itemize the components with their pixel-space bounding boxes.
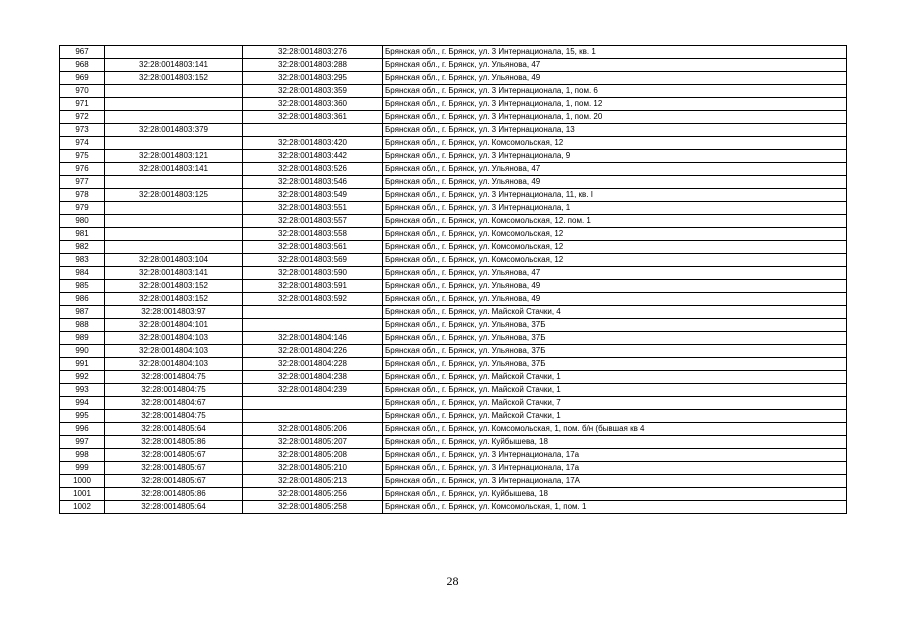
row-number-cell: 977 xyxy=(60,176,105,189)
object-cadastral-number-cell: 32:28:0014803:420 xyxy=(243,137,383,150)
row-number-cell: 978 xyxy=(60,189,105,202)
table-row xyxy=(60,176,847,189)
object-cadastral-number-cell: 32:28:0014803:557 xyxy=(243,215,383,228)
cadastral-number-cell xyxy=(105,137,243,150)
cadastral-number-cell: 32:28:0014805:64 xyxy=(105,423,243,436)
object-cadastral-number-cell xyxy=(243,410,383,423)
cadastral-number-cell xyxy=(105,98,243,111)
cadastral-number-cell: 32:28:0014805:67 xyxy=(105,475,243,488)
row-number-cell: 972 xyxy=(60,111,105,124)
row-number-cell: 995 xyxy=(60,410,105,423)
row-number-cell: 992 xyxy=(60,371,105,384)
cadastral-number-cell: 32:28:0014805:67 xyxy=(105,462,243,475)
address-cell: Брянская обл., г. Брянск, ул. Ульянова, 47 xyxy=(383,163,847,176)
object-cadastral-number-cell: 32:28:0014803:295 xyxy=(243,72,383,85)
address-cell: Брянская обл., г. Брянск, ул. Ульянова, 49 xyxy=(383,293,847,306)
row-number-cell: 1002 xyxy=(60,501,105,514)
cadastral-number-cell: 32:28:0014803:141 xyxy=(105,163,243,176)
address-cell: Брянская обл., г. Брянск, ул. Комсомольская, 12. пом. 1 xyxy=(383,215,847,228)
object-cadastral-number-cell: 32:28:0014804:239 xyxy=(243,384,383,397)
object-cadastral-number-cell: 32:28:0014803:561 xyxy=(243,241,383,254)
address-cell: Брянская обл., г. Брянск, ул. Ульянова, 37Б xyxy=(383,332,847,345)
object-cadastral-number-cell: 32:28:0014805:206 xyxy=(243,423,383,436)
table-row xyxy=(60,410,847,423)
address-cell: Брянская обл., г. Брянск, ул. 3 Интернационала, 17а xyxy=(383,449,847,462)
row-number-cell: 968 xyxy=(60,59,105,72)
object-cadastral-number-cell: 32:28:0014805:213 xyxy=(243,475,383,488)
cadastral-number-cell: 32:28:0014804:75 xyxy=(105,410,243,423)
table-row xyxy=(60,475,847,488)
object-cadastral-number-cell: 32:28:0014804:238 xyxy=(243,371,383,384)
table-row xyxy=(60,254,847,267)
object-cadastral-number-cell: 32:28:0014803:590 xyxy=(243,267,383,280)
cadastral-number-cell: 32:28:0014803:379 xyxy=(105,124,243,137)
row-number-cell: 979 xyxy=(60,202,105,215)
row-number-cell: 985 xyxy=(60,280,105,293)
table-row xyxy=(60,267,847,280)
object-cadastral-number-cell: 32:28:0014803:558 xyxy=(243,228,383,241)
address-cell: Брянская обл., г. Брянск, ул. 3 Интернационала, 1, пом. 20 xyxy=(383,111,847,124)
object-cadastral-number-cell: 32:28:0014803:569 xyxy=(243,254,383,267)
object-cadastral-number-cell: 32:28:0014803:276 xyxy=(243,46,383,59)
table-row xyxy=(60,72,847,85)
table-row xyxy=(60,124,847,137)
address-cell: Брянская обл., г. Брянск, ул. 3 Интернационала, 13 xyxy=(383,124,847,137)
row-number-cell: 996 xyxy=(60,423,105,436)
cadastral-number-cell: 32:28:0014804:101 xyxy=(105,319,243,332)
table-row xyxy=(60,332,847,345)
object-cadastral-number-cell: 32:28:0014805:208 xyxy=(243,449,383,462)
table-row xyxy=(60,384,847,397)
cadastral-number-cell xyxy=(105,85,243,98)
address-cell: Брянская обл., г. Брянск, ул. 3 Интернационала, 9 xyxy=(383,150,847,163)
row-number-cell: 993 xyxy=(60,384,105,397)
object-cadastral-number-cell: 32:28:0014803:360 xyxy=(243,98,383,111)
address-cell: Брянская обл., г. Брянск, ул. Майской Стачки, 4 xyxy=(383,306,847,319)
cadastral-number-cell: 32:28:0014805:86 xyxy=(105,436,243,449)
address-cell: Брянская обл., г. Брянск, ул. 3 Интернационала, 1, пом. 6 xyxy=(383,85,847,98)
row-number-cell: 1001 xyxy=(60,488,105,501)
object-cadastral-number-cell xyxy=(243,397,383,410)
row-number-cell: 994 xyxy=(60,397,105,410)
cadastral-number-cell: 32:28:0014805:67 xyxy=(105,449,243,462)
object-cadastral-number-cell: 32:28:0014804:228 xyxy=(243,358,383,371)
row-number-cell: 969 xyxy=(60,72,105,85)
address-cell: Брянская обл., г. Брянск, ул. Комсомольская, 12 xyxy=(383,228,847,241)
address-cell: Брянская обл., г. Брянск, ул. 3 Интернационала, 17А xyxy=(383,475,847,488)
row-number-cell: 999 xyxy=(60,462,105,475)
page-number: 28 xyxy=(446,574,459,588)
object-cadastral-number-cell: 32:28:0014803:546 xyxy=(243,176,383,189)
table-row xyxy=(60,358,847,371)
row-number-cell: 982 xyxy=(60,241,105,254)
cadastral-number-cell: 32:28:0014804:103 xyxy=(105,358,243,371)
table-row xyxy=(60,488,847,501)
table-row xyxy=(60,241,847,254)
table-row xyxy=(60,293,847,306)
cadastral-number-cell: 32:28:0014803:121 xyxy=(105,150,243,163)
address-cell: Брянская обл., г. Брянск, ул. 3 Интернационала, 15, кв. 1 xyxy=(383,46,847,59)
address-cell: Брянская обл., г. Брянск, ул. 3 Интернационала, 11, кв. I xyxy=(383,189,847,202)
cadastral-number-cell: 32:28:0014803:125 xyxy=(105,189,243,202)
object-cadastral-number-cell: 32:28:0014803:551 xyxy=(243,202,383,215)
cadastral-number-cell: 32:28:0014804:103 xyxy=(105,345,243,358)
table-row xyxy=(60,215,847,228)
table-row xyxy=(60,462,847,475)
object-cadastral-number-cell: 32:28:0014803:442 xyxy=(243,150,383,163)
row-number-cell: 986 xyxy=(60,293,105,306)
table-row xyxy=(60,189,847,202)
row-number-cell: 980 xyxy=(60,215,105,228)
cadastral-number-cell: 32:28:0014803:141 xyxy=(105,267,243,280)
object-cadastral-number-cell: 32:28:0014803:288 xyxy=(243,59,383,72)
address-cell: Брянская обл., г. Брянск, ул. Майской Стачки, 1 xyxy=(383,384,847,397)
row-number-cell: 975 xyxy=(60,150,105,163)
table-row xyxy=(60,150,847,163)
object-cadastral-number-cell: 32:28:0014803:526 xyxy=(243,163,383,176)
table-row xyxy=(60,98,847,111)
row-number-cell: 1000 xyxy=(60,475,105,488)
table-row xyxy=(60,319,847,332)
table-row xyxy=(60,280,847,293)
cadastral-number-cell xyxy=(105,111,243,124)
cadastral-number-cell: 32:28:0014803:152 xyxy=(105,72,243,85)
cadastral-number-cell xyxy=(105,241,243,254)
object-cadastral-number-cell xyxy=(243,306,383,319)
cadastral-number-cell: 32:28:0014804:75 xyxy=(105,371,243,384)
row-number-cell: 987 xyxy=(60,306,105,319)
row-number-cell: 973 xyxy=(60,124,105,137)
cadastral-number-cell: 32:28:0014805:64 xyxy=(105,501,243,514)
object-cadastral-number-cell: 32:28:0014805:258 xyxy=(243,501,383,514)
address-cell: Брянская обл., г. Брянск, ул. Ульянова, 37Б xyxy=(383,345,847,358)
object-cadastral-number-cell: 32:28:0014803:549 xyxy=(243,189,383,202)
address-cell: Брянская обл., г. Брянск, ул. Комсомольская, 12 xyxy=(383,241,847,254)
address-cell: Брянская обл., г. Брянск, ул. Комсомольская, 1, пом. б/н (бывшая кв 4 xyxy=(383,423,847,436)
row-number-cell: 988 xyxy=(60,319,105,332)
property-registry-table xyxy=(59,45,847,514)
object-cadastral-number-cell: 32:28:0014803:592 xyxy=(243,293,383,306)
row-number-cell: 991 xyxy=(60,358,105,371)
cadastral-number-cell: 32:28:0014803:141 xyxy=(105,59,243,72)
address-cell: Брянская обл., г. Брянск, ул. Ульянова, 49 xyxy=(383,176,847,189)
row-number-cell: 990 xyxy=(60,345,105,358)
object-cadastral-number-cell xyxy=(243,124,383,137)
address-cell: Брянская обл., г. Брянск, ул. Комсомольская, 12 xyxy=(383,137,847,150)
object-cadastral-number-cell: 32:28:0014805:210 xyxy=(243,462,383,475)
row-number-cell: 989 xyxy=(60,332,105,345)
address-cell: Брянская обл., г. Брянск, ул. Майской Стачки, 1 xyxy=(383,410,847,423)
object-cadastral-number-cell: 32:28:0014803:361 xyxy=(243,111,383,124)
table-row xyxy=(60,137,847,150)
address-cell: Брянская обл., г. Брянск, ул. Куйбышева, 18 xyxy=(383,488,847,501)
table-row xyxy=(60,59,847,72)
registry-table-body xyxy=(60,46,847,514)
table-row xyxy=(60,436,847,449)
address-cell: Брянская обл., г. Брянск, ул. Ульянова, 47 xyxy=(383,59,847,72)
cadastral-number-cell xyxy=(105,228,243,241)
row-number-cell: 967 xyxy=(60,46,105,59)
row-number-cell: 984 xyxy=(60,267,105,280)
object-cadastral-number-cell: 32:28:0014803:359 xyxy=(243,85,383,98)
row-number-cell: 997 xyxy=(60,436,105,449)
table-row xyxy=(60,202,847,215)
table-row xyxy=(60,163,847,176)
table-row xyxy=(60,306,847,319)
cadastral-number-cell: 32:28:0014803:152 xyxy=(105,293,243,306)
object-cadastral-number-cell: 32:28:0014805:256 xyxy=(243,488,383,501)
row-number-cell: 970 xyxy=(60,85,105,98)
cadastral-number-cell xyxy=(105,46,243,59)
address-cell: Брянская обл., г. Брянск, ул. Майской Стачки, 7 xyxy=(383,397,847,410)
table-row xyxy=(60,423,847,436)
cadastral-number-cell: 32:28:0014804:103 xyxy=(105,332,243,345)
row-number-cell: 974 xyxy=(60,137,105,150)
address-cell: Брянская обл., г. Брянск, ул. Ульянова, 49 xyxy=(383,280,847,293)
object-cadastral-number-cell: 32:28:0014804:146 xyxy=(243,332,383,345)
address-cell: Брянская обл., г. Брянск, ул. Ульянова, 37Б xyxy=(383,358,847,371)
row-number-cell: 981 xyxy=(60,228,105,241)
row-number-cell: 998 xyxy=(60,449,105,462)
address-cell: Брянская обл., г. Брянск, ул. Ульянова, 37Б xyxy=(383,319,847,332)
address-cell: Брянская обл., г. Брянск, ул. Ульянова, 47 xyxy=(383,267,847,280)
table-row xyxy=(60,449,847,462)
cadastral-number-cell xyxy=(105,215,243,228)
address-cell: Брянская обл., г. Брянск, ул. 3 Интернационала, 1, пом. 12 xyxy=(383,98,847,111)
cadastral-number-cell: 32:28:0014804:67 xyxy=(105,397,243,410)
cadastral-number-cell: 32:28:0014805:86 xyxy=(105,488,243,501)
table-row xyxy=(60,46,847,59)
table-row xyxy=(60,228,847,241)
table-row xyxy=(60,111,847,124)
address-cell: Брянская обл., г. Брянск, ул. Комсомольская, 12 xyxy=(383,254,847,267)
table-row xyxy=(60,501,847,514)
cadastral-number-cell: 32:28:0014804:75 xyxy=(105,384,243,397)
table-row xyxy=(60,397,847,410)
address-cell: Брянская обл., г. Брянск, ул. Комсомольская, 1, пом. 1 xyxy=(383,501,847,514)
table-row xyxy=(60,345,847,358)
cadastral-number-cell xyxy=(105,202,243,215)
table-row xyxy=(60,371,847,384)
object-cadastral-number-cell: 32:28:0014804:226 xyxy=(243,345,383,358)
address-cell: Брянская обл., г. Брянск, ул. 3 Интернационала, 17а xyxy=(383,462,847,475)
table-row xyxy=(60,85,847,98)
cadastral-number-cell xyxy=(105,176,243,189)
object-cadastral-number-cell xyxy=(243,319,383,332)
row-number-cell: 976 xyxy=(60,163,105,176)
object-cadastral-number-cell: 32:28:0014803:591 xyxy=(243,280,383,293)
address-cell: Брянская обл., г. Брянск, ул. Куйбышева, 18 xyxy=(383,436,847,449)
row-number-cell: 983 xyxy=(60,254,105,267)
address-cell: Брянская обл., г. Брянск, ул. 3 Интернационала, 1 xyxy=(383,202,847,215)
row-number-cell: 971 xyxy=(60,98,105,111)
cadastral-number-cell: 32:28:0014803:152 xyxy=(105,280,243,293)
address-cell: Брянская обл., г. Брянск, ул. Майской Стачки, 1 xyxy=(383,371,847,384)
cadastral-number-cell: 32:28:0014803:104 xyxy=(105,254,243,267)
object-cadastral-number-cell: 32:28:0014805:207 xyxy=(243,436,383,449)
cadastral-number-cell: 32:28:0014803:97 xyxy=(105,306,243,319)
address-cell: Брянская обл., г. Брянск, ул. Ульянова, 49 xyxy=(383,72,847,85)
